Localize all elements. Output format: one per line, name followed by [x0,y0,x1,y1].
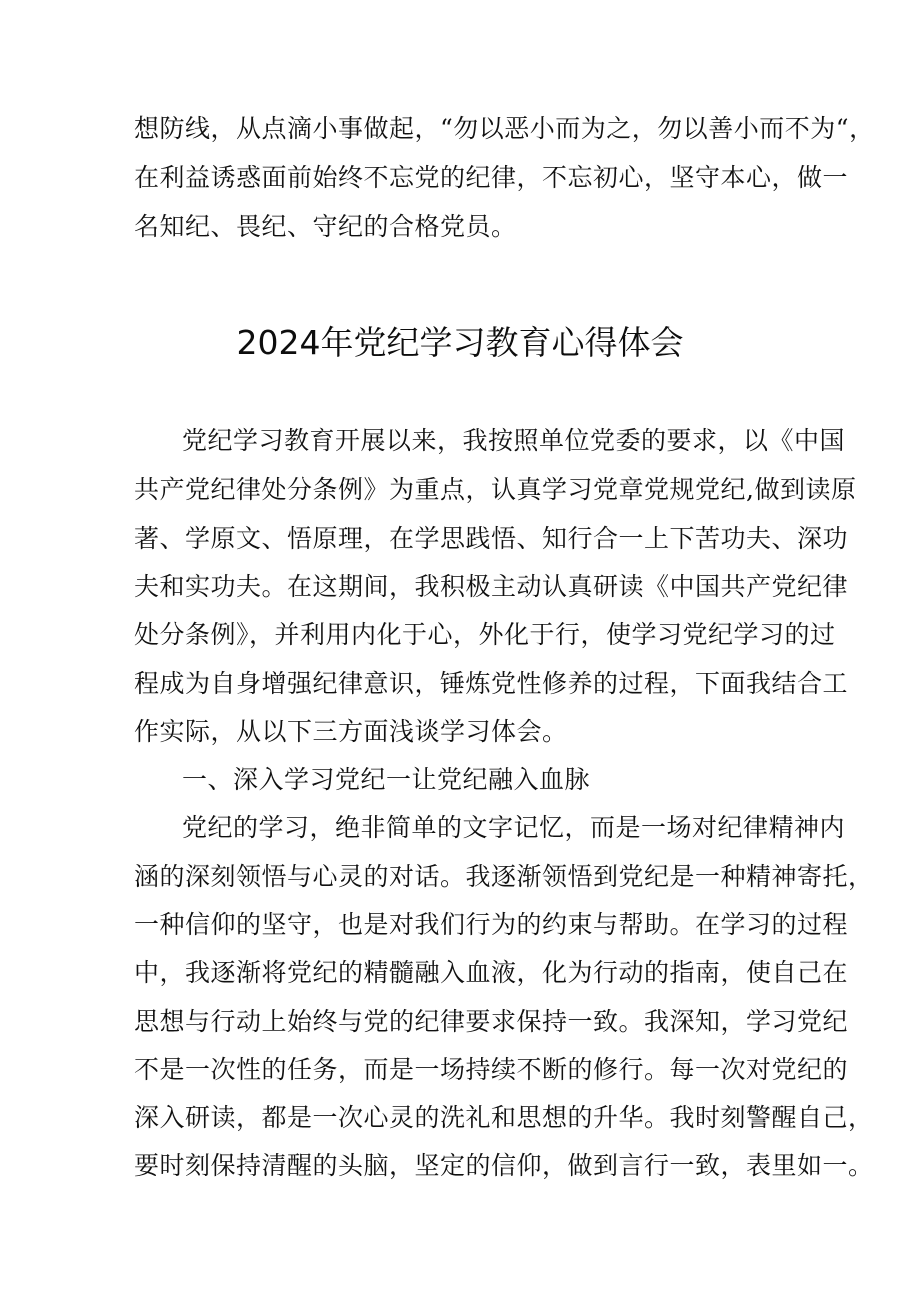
top-paragraph-line-1: 想防线，从点滴小事做起，“勿以恶小而为之，勿以善小而不为“， [134,114,875,143]
intro-paragraph-line-7: 作实际，从以下三方面浅谈学习体会。 [134,717,568,746]
section-paragraph-line-1: 党纪的学习，绝非简单的文字记忆，而是一场对纪律精神内 [182,813,846,842]
section-paragraph-line-5: 思想与行动上始终与党的纪律要求保持一致。我深知，学习党纪 [134,1007,849,1036]
document-title: 2024年党纪学习教育心得体会 [236,323,684,362]
section-paragraph-line-2: 涵的深刻领悟与心灵的对话。我逐渐领悟到党纪是一种精神寄托， [134,862,874,891]
section-paragraph-line-3: 一种信仰的坚守，也是对我们行为的约束与帮助。在学习的过程 [134,910,849,939]
intro-paragraph-line-1: 党纪学习教育开展以来，我按照单位党委的要求，以《中国 [182,426,846,455]
intro-paragraph-line-4: 夫和实功夫。在这期间，我积极主动认真研读《中国共产党纪律 [134,572,849,601]
intro-paragraph-line-5: 处分条例》，并利用内化于心，外化于行，使学习党纪学习的过 [134,620,836,649]
top-paragraph-line-2: 在利益诱惑面前始终不忘党的纪律，不忘初心，坚守本心，做一 [134,163,849,192]
intro-paragraph-line-2: 共产党纪律处分条例》为重点，认真学习党章党规党纪,做到读原 [134,475,857,504]
section-paragraph-line-4: 中，我逐渐将党纪的精髓融入血液，化为行动的指南，使自己在 [134,958,849,987]
section-paragraph-line-7: 深入研读，都是一次心灵的洗礼和思想的升华。我时刻警醒自己， [134,1103,874,1132]
section-paragraph-line-8: 要时刻保持清醒的头脑，坚定的信仰，做到言行一致，表里如一。 [134,1151,874,1180]
intro-paragraph-line-6: 程成为自身增强纪律意识，锤炼党性修养的过程，下面我结合工 [134,669,849,698]
section-heading: 一、深入学习党纪一让党纪融入血脉 [182,765,591,794]
top-paragraph-line-3: 名知纪、畏纪、守纪的合格党员。 [134,212,517,241]
intro-paragraph-line-3: 著、学原文、悟原理，在学思践悟、知行合一上下苦功夫、深功 [134,524,849,553]
section-paragraph-line-6: 不是一次性的任务，而是一场持续不断的修行。每一次对党纪的 [134,1055,849,1084]
